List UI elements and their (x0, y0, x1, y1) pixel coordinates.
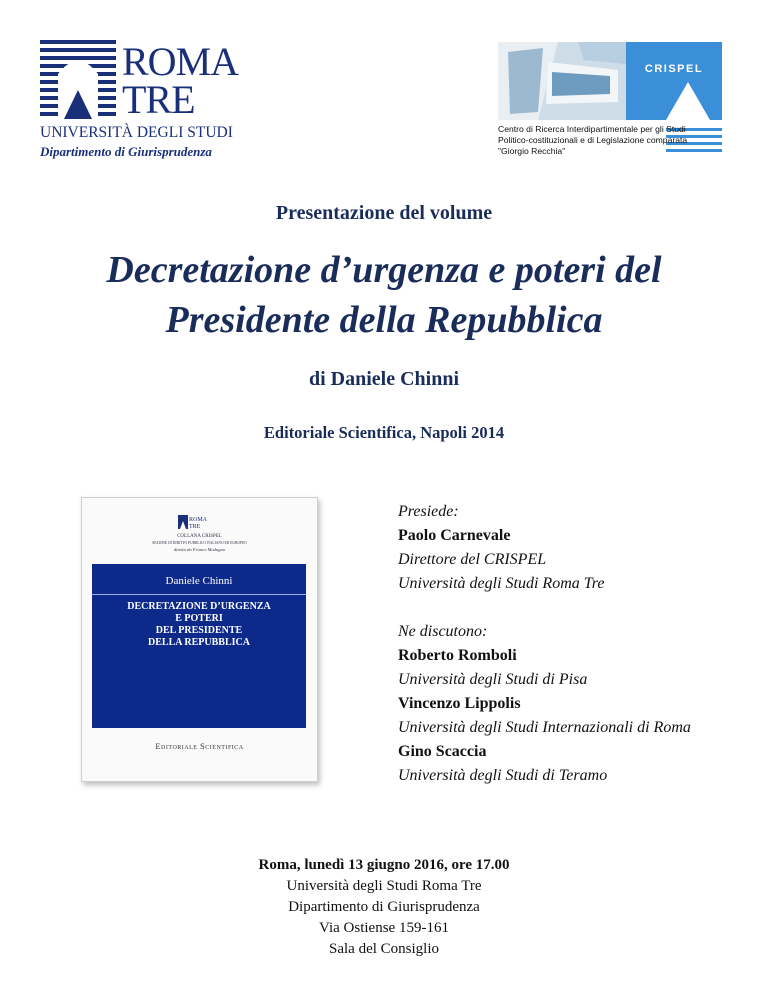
university-name: UNIVERSITÀ DEGLI STUDI (40, 124, 233, 141)
event-details (0, 855, 768, 960)
cover-title-line: DECRETAZIONE D’URGENZA (127, 601, 271, 612)
crispel-caption (498, 124, 687, 157)
chair-affiliation: Università degli Studi Roma Tre (398, 575, 605, 592)
book-title-line: Decretazione d’urgenza e poteri del (106, 249, 662, 291)
crispel-caption-line: "Giorgio Recchia" (498, 146, 566, 156)
cover-title-line: DELLA REPUBBLICA (148, 637, 250, 648)
discussant-affiliation: Università degli Studi Internazionali di Roma (398, 719, 691, 736)
event-subtitle: Presentazione del volume (275, 202, 493, 224)
discussant-name: Gino Scaccia (398, 743, 487, 760)
book-author: di Daniele Chinni (308, 368, 460, 390)
cover-series-editor: diretta da Franco Modugno (173, 547, 226, 552)
discussant-name: Vincenzo Lippolis (398, 695, 521, 712)
discussant-name: Roberto Romboli (398, 647, 517, 664)
crispel-building-image (498, 42, 722, 120)
crispel-caption-line: Politico-costituzionali e di Legislazione comparata (498, 135, 688, 145)
cover-roma-tre-logo (178, 515, 208, 530)
discussant-affiliation: Università degli Studi di Pisa (398, 671, 588, 688)
cover-title-line: DEL PRESIDENTE (155, 625, 243, 636)
chair-name: Paolo Carnevale (398, 527, 511, 544)
cover-publisher: Editoriale Scientifica (155, 741, 244, 751)
chair-label: Presiede: (398, 503, 459, 520)
book-publisher: Editoriale Scientifica, Napoli 2014 (263, 423, 505, 442)
logo-word-tre: TRE (122, 77, 195, 122)
book-title-line: Presidente della Repubblica (165, 299, 603, 341)
svg-text:ROMA: ROMA (189, 517, 208, 523)
svg-text:TRE: TRE (189, 524, 201, 530)
venue-line: Via Ostiense 159-161 (319, 920, 449, 936)
crispel-label: CRISPEL (644, 63, 704, 75)
cover-title-line: E POTERI (175, 613, 223, 624)
cover-series: COLLANA CRISPEL (177, 534, 222, 539)
cover-series-desc: SEZIONE DI DIRITTO PUBBLICO ITALIANO ED EUROPEO (152, 541, 247, 545)
crispel-logo (498, 42, 730, 162)
cover-title-band (92, 564, 306, 728)
venue-line: Dipartimento di Giurisprudenza (288, 899, 480, 915)
roma-tre-logo (40, 40, 260, 160)
book-cover-image (81, 497, 318, 782)
roma-tre-emblem (40, 40, 116, 119)
venue-line: Università degli Studi Roma Tre (286, 878, 482, 894)
logo-word-roma: ROMA (122, 39, 239, 84)
chair-role: Direttore del CRISPEL (398, 551, 547, 568)
cover-title (109, 601, 289, 649)
book-title (0, 245, 768, 345)
venue-line: Sala del Consiglio (329, 941, 439, 957)
speakers-list (398, 500, 758, 788)
cover-author: Daniele Chinni (165, 575, 233, 587)
event-datetime: Roma, lunedì 13 giugno 2016, ore 17.00 (258, 857, 510, 873)
discussant-affiliation: Università degli Studi di Teramo (398, 767, 608, 784)
crispel-caption-line: Centro di Ricerca Interdipartimentale per gli Studi (498, 124, 686, 134)
department-name: Dipartimento di Giurisprudenza (40, 144, 212, 159)
discussants-label: Ne discutono: (398, 623, 488, 640)
